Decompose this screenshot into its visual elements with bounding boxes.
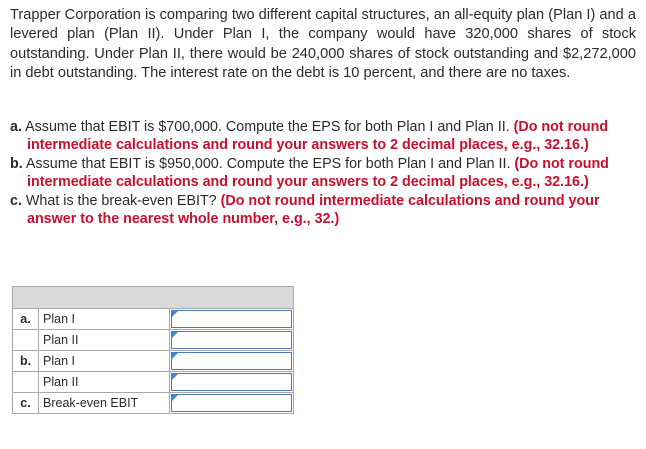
- row-label: Plan I: [39, 309, 170, 330]
- table-header-row: [13, 287, 294, 309]
- answer-table: [12, 286, 294, 414]
- part-label: [13, 330, 39, 351]
- question-text: Assume that EBIT is $950,000. Compute the EPS for both Plan I and Plan II.: [25, 155, 511, 172]
- table-row: [13, 393, 294, 414]
- part-label: b.: [13, 351, 39, 372]
- row-label: Plan II: [39, 372, 170, 393]
- eps-plan-1-b-input[interactable]: [171, 352, 292, 370]
- break-even-ebit-input[interactable]: [171, 394, 292, 412]
- table-header-cell: [13, 287, 294, 309]
- question-text: What is the break-even EBIT?: [25, 192, 217, 209]
- answer-cell: [170, 393, 294, 414]
- table-row: [13, 330, 294, 351]
- answer-cell: [170, 351, 294, 372]
- question-b: [10, 155, 636, 192]
- table-row: [13, 372, 294, 393]
- question-a: [10, 118, 636, 155]
- row-label: Plan II: [39, 330, 170, 351]
- eps-plan-2-a-input[interactable]: [171, 331, 292, 349]
- question-text: Assume that EBIT is $700,000. Compute the EPS for both Plan I and Plan II.: [25, 119, 510, 135]
- table-row: [13, 351, 294, 372]
- row-label: Break-even EBIT: [39, 393, 170, 414]
- rounding-instruction: (Do not round intermediate calculations and round your answer to the nearest whole number, e.g., 32.): [27, 192, 600, 228]
- question-list: [10, 118, 636, 228]
- part-label: a.: [13, 309, 39, 330]
- row-label: Plan I: [39, 351, 170, 372]
- answer-cell: [170, 330, 294, 351]
- question-label: b.: [10, 155, 23, 172]
- answer-cell: [170, 372, 294, 393]
- question-c: [10, 192, 636, 229]
- part-label: [13, 372, 39, 393]
- part-label: c.: [13, 393, 39, 414]
- question-label: a.: [10, 119, 22, 135]
- rounding-instruction: (Do not round intermediate calculations and round your answers to 2 decimal places, e.g., 32.16.): [27, 119, 609, 154]
- answer-cell: [170, 309, 294, 330]
- eps-plan-1-a-input[interactable]: [171, 310, 292, 328]
- rounding-instruction: (Do not round intermediate calculations and round your answers to 2 decimal places, e.g., 32.16.): [27, 155, 609, 191]
- problem-statement: Trapper Corporation is comparing two different capital structures, an all-equity plan (Plan I) and a levered plan (Plan II). Under Plan I, the company would have 320,000 shares of stock outstanding. Under Plan II, there would be 240,000 shares of stock outstanding and $2,272,000 in debt outstanding. The interest rate on the debt is 10 percent, and there are no taxes.: [10, 7, 636, 82]
- question-label: c.: [10, 192, 22, 209]
- table-row: [13, 309, 294, 330]
- eps-plan-2-b-input[interactable]: [171, 373, 292, 391]
